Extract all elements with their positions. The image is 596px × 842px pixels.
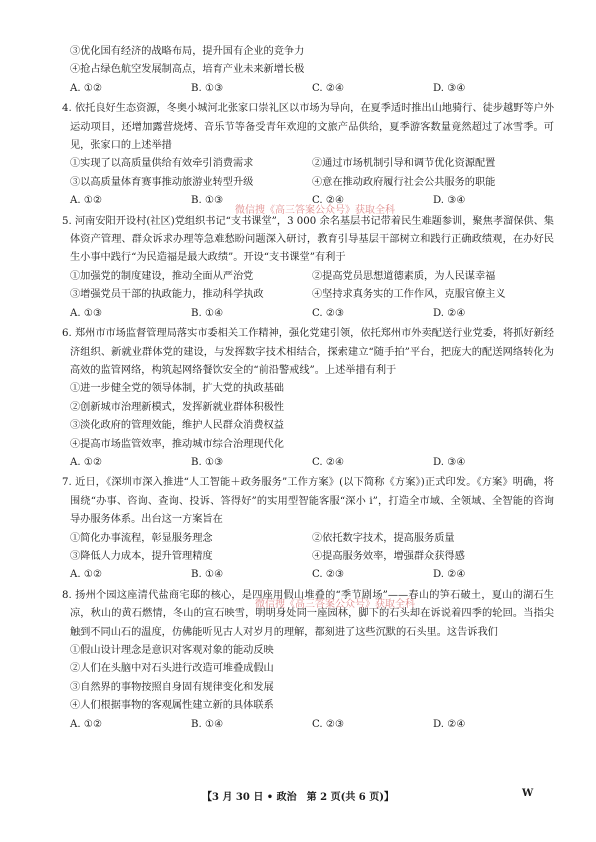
- q5-item-4: ④坚持求真务实的工作作风，克服官僚主义: [312, 289, 506, 301]
- q5-item-2: ②提高党员思想道德素质，为人民谋幸福: [312, 270, 496, 282]
- q3-option-b: B. ①③: [191, 82, 224, 94]
- page-footer: 【3 月 30 日 • 政治 第 2 页(共 6 页)】: [202, 792, 394, 803]
- q7-items-row-1: [62, 530, 554, 548]
- watermark-bottom: 微信搜《高三答案公众号》获取全科: [255, 599, 415, 610]
- q6-option-a: A. ①②: [70, 456, 103, 468]
- q5-items-row-2: [62, 286, 554, 304]
- q4-item-3: ③以高质量体育赛事推动旅游业转型升级: [70, 176, 254, 188]
- q6-options: [62, 454, 554, 472]
- q7-option-d: D. ②④: [433, 569, 466, 581]
- q8-stem: 8. 扬州个园这座清代盐商宅邸的核心，是四座用假山堆叠的“季节剧场”——春山的笋石破土，夏山的湖石生凉，秋山的黄石燃情，冬山的宣石映雪，明明身处同一座园林，脚下的石头却在诉说着四季的轮回。当指尖触到不同山石的温度，仿佛能听见古人对岁月的理解，都刻进了这些沉默的石头里。这告诉我们: [62, 589, 554, 638]
- q3-item-3: ③优化国有经济的战略布局，提升国有企业的竞争力: [70, 46, 305, 57]
- q8-option-c: C. ②③: [312, 718, 345, 730]
- q6-item-4: ④提高市场监管效率，推动城市综合治理现代化: [70, 438, 284, 450]
- q5-option-c: C. ②③: [312, 307, 345, 319]
- page-content: [62, 43, 554, 734]
- q4-item-2: ②通过市场机制引导和调节优化资源配置: [312, 158, 496, 170]
- q8-option-d: D. ②④: [433, 718, 466, 730]
- q7-item-3: ③降低人力成本，提升管理精度: [70, 550, 213, 562]
- q5-options: [62, 305, 554, 323]
- q4-stem: 4. 依托良好生态资源，冬奥小城河北张家口崇礼区以市场为导向，在夏季适时推出山地骑行、徒步越野等户外运动项目，还增加露营烧烤、音乐节等备受青年欢迎的文旅产品供给，夏季游客数量竟然超过了冰雪季。可见，张家口的上述举措: [62, 103, 554, 152]
- q7-item-2: ②依托数字技术，提高服务质量: [312, 532, 455, 544]
- q8-item-3: ③自然界的事物按照自身固有规律变化和发展: [70, 681, 274, 693]
- q7-option-a: A. ①②: [70, 569, 103, 581]
- q3-options: [62, 80, 554, 98]
- q4-option-b: B. ①③: [191, 195, 224, 207]
- q5-item-3: ③增强党员干部的执政能力，推动科学执政: [70, 289, 264, 301]
- q4-item-1: ①实现了以高质量供给有效牵引消费需求: [70, 158, 254, 170]
- q7-items-row-2: [62, 548, 554, 566]
- q3-option-a: A. ①②: [70, 82, 103, 94]
- q7-item-1: ①简化办事流程，彰显服务理念: [70, 532, 213, 544]
- q4-items-row-1: [62, 155, 554, 173]
- q8-item-1: ①假山设计理念是意识对客观对象的能动反映: [70, 645, 274, 656]
- q4-item-4: ④意在推动政府履行社会公共服务的职能: [312, 176, 496, 188]
- q8-options: [62, 716, 554, 734]
- question-3-tail: [62, 43, 554, 98]
- q6-stem: 6. 郑州市市场监督管理局落实市委相关工作精神，强化党建引领，依托郑州市外卖配送行业党委，将抓好新经济组织、新就业群体党的建设，与发挥数字技术相结合，探索建立“随手拍”平台，把庞大的配送网络转化为高效的监管网络，构筑起网络餐饮安全的“前沿警戒线”。上述举措有利于: [62, 328, 554, 376]
- q5-stem: 5. 河南安阳开设村(社区)党组织书记“支书课堂”，3 000 余名基层书记带着民生难题参训，聚焦孝溜保供、集体资产管理、群众诉求办理等急难愁盼问题深入研讨，教育引导基层干部树立和践行正确政绩观，在办好民生小事中践行“为民造福是最大政绩”。开设“支书课堂”有利于: [62, 215, 554, 264]
- q4-option-c: C. ②④: [312, 195, 345, 207]
- footer-code: W: [522, 788, 534, 799]
- question-6: [62, 325, 554, 472]
- question-4: [62, 100, 554, 210]
- q6-option-b: B. ①③: [191, 456, 224, 468]
- q6-option-c: C. ②④: [312, 456, 345, 468]
- q4-option-a: A. ①②: [70, 195, 103, 207]
- question-7: [62, 474, 554, 584]
- q6-option-d: D. ③④: [433, 456, 466, 468]
- q4-option-d: D. ③④: [433, 195, 466, 207]
- q5-option-d: D. ②④: [433, 307, 466, 319]
- q8-option-b: B. ①④: [191, 718, 224, 730]
- q3-option-d: D. ③④: [433, 82, 466, 94]
- q6-item-3: ③淡化政府的管理效能，维护人民群众消费权益: [70, 420, 284, 432]
- q4-items-row-2: [62, 174, 554, 192]
- q8-item-4: ④人们根据事物的客观属性建立新的具体联系: [70, 700, 274, 712]
- question-5: [62, 213, 554, 323]
- q7-options: [62, 566, 554, 584]
- q5-item-1: ①加强党的制度建设，推动全面从严治党: [70, 270, 254, 282]
- q3-option-c: C. ②④: [312, 82, 345, 94]
- q8-item-2: ②人们在头脑中对石头进行改造可堆叠成假山: [70, 663, 274, 675]
- q6-item-2: ②创新城市治理新模式，发挥新就业群体积极性: [70, 401, 284, 413]
- watermark-top: 微信搜《高三答案公众号》获取全科: [235, 205, 395, 216]
- q6-item-1: ①进一步健全党的领导体制，扩大党的执政基础: [70, 383, 284, 395]
- q7-stem: 7. 近日，《深圳市深入推进“人工智能＋政务服务”工作方案》(以下简称《方案》)正式印发。《方案》明确，将围绕“办事、咨询、查询、投诉、答得好”的实用型智能客服“深小 i”，打造全市域、全领域、全智能的咨询导办服务体系。出台这一方案旨在: [62, 477, 554, 526]
- q7-option-c: C. ②③: [312, 569, 345, 581]
- q7-item-4: ④提高服务效率，增强群众获得感: [312, 550, 465, 562]
- q7-option-b: B. ①④: [191, 569, 224, 581]
- q3-item-4: ④抢占绿色航空发展制高点，培育产业未来新增长极: [70, 64, 305, 76]
- q5-items-row-1: [62, 268, 554, 286]
- q5-option-a: A. ①③: [70, 307, 103, 319]
- q5-option-b: B. ①④: [191, 307, 224, 319]
- q8-option-a: A. ①②: [70, 718, 103, 730]
